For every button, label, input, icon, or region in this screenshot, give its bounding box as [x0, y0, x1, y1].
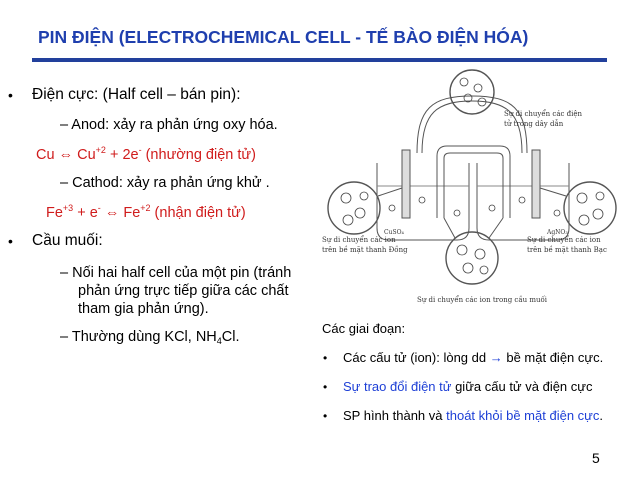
eq2-fe-ion: Fe — [119, 205, 141, 221]
diagram-label-right: Sự di chuyển các ion — [527, 236, 601, 244]
diagram-label-bottom: Sự di chuyển các ion trong cầu muối — [417, 296, 548, 304]
eq1-cu: Cu — [36, 147, 59, 163]
anode-equation: Cu ⇔ $Cu^{+2} + 2e^-$ (nhường điện tử) — [36, 145, 256, 163]
diagram-label-left-2: trên bề mặt thanh Đồng — [322, 246, 408, 254]
equilibrium-arrow-icon: ⇔ — [104, 205, 120, 221]
title-underline — [32, 58, 607, 62]
eq1-note: (nhường điện tử) — [141, 147, 256, 163]
bullet-salt-bridge: Cầu muối: — [32, 232, 103, 249]
slide-title: PIN ĐIỆN (ELECTROCHEMICAL CELL - TẾ BÀO ĐIỆN HÓA) — [38, 27, 529, 47]
diagram-label-right-2: trên bề mặt thanh Bạc — [527, 246, 607, 254]
diagram-label-left: Sự di chuyển các ion — [322, 236, 396, 244]
cathode-equation: $Fe^{+3} + e^-$ ⇔ $Fe^{+2}$ (nhận điện tử) — [46, 203, 246, 221]
diagram-label-electron-flow-2: tử trong dây dẫn — [504, 120, 564, 128]
eq2-note: (nhận điện tử) — [150, 205, 246, 221]
salt-bridge-desc-2: phản ứng trực tiếp giữa các chất — [78, 283, 289, 299]
eq1-electron: + 2e — [105, 147, 139, 163]
bullet-electrode: Điện cực: (Half cell – bán pin): — [32, 86, 241, 103]
page-number: 5 — [592, 450, 600, 466]
stages-heading: Các giai đoạn: — [322, 321, 406, 336]
salt-bridge-desc-3: tham gia phản ứng). — [78, 301, 209, 317]
cathode-line: – Cathod: xảy ra phản ứng khử . — [60, 175, 270, 191]
bullet-dot: • — [323, 351, 328, 365]
bullet-dot: • — [8, 233, 13, 249]
stage-1: Các cấu tử (ion): lòng dd → bề mặt điện cực. — [343, 350, 604, 365]
bullet-dot: • — [323, 409, 328, 423]
stage-3: SP hình thành và thoát khỏi bề mặt điện cực. — [343, 408, 603, 423]
diagram-label-electron-flow: Sự di chuyển các điện — [504, 110, 583, 118]
left-solution-label: CuSO₄ — [384, 229, 404, 236]
salt-bridge-desc-1: – Nối hai half cell của một pin (tránh — [60, 265, 292, 281]
arrow-right-icon: → — [489, 350, 503, 365]
salt-bridge-usage: – Thường dùng KCl, $NH_4Cl$. — [60, 329, 240, 346]
anode-line: – Anod: xảy ra phản ứng oxy hóa. — [60, 117, 278, 133]
eq2-fe: Fe — [46, 205, 63, 221]
eq2-electron: + e — [73, 205, 98, 221]
eq1-cu-ion: Cu — [73, 147, 96, 163]
bullet-dot: • — [8, 87, 13, 103]
right-solution-label: AgNO₃ — [547, 229, 568, 236]
bullet-dot: • — [323, 380, 328, 394]
electrochemical-cell-diagram — [322, 68, 622, 308]
equilibrium-arrow-icon: ⇔ — [58, 147, 74, 163]
stage-2: Sự trao đổi điện tử giữa cấu tử và điện cực — [343, 379, 593, 394]
